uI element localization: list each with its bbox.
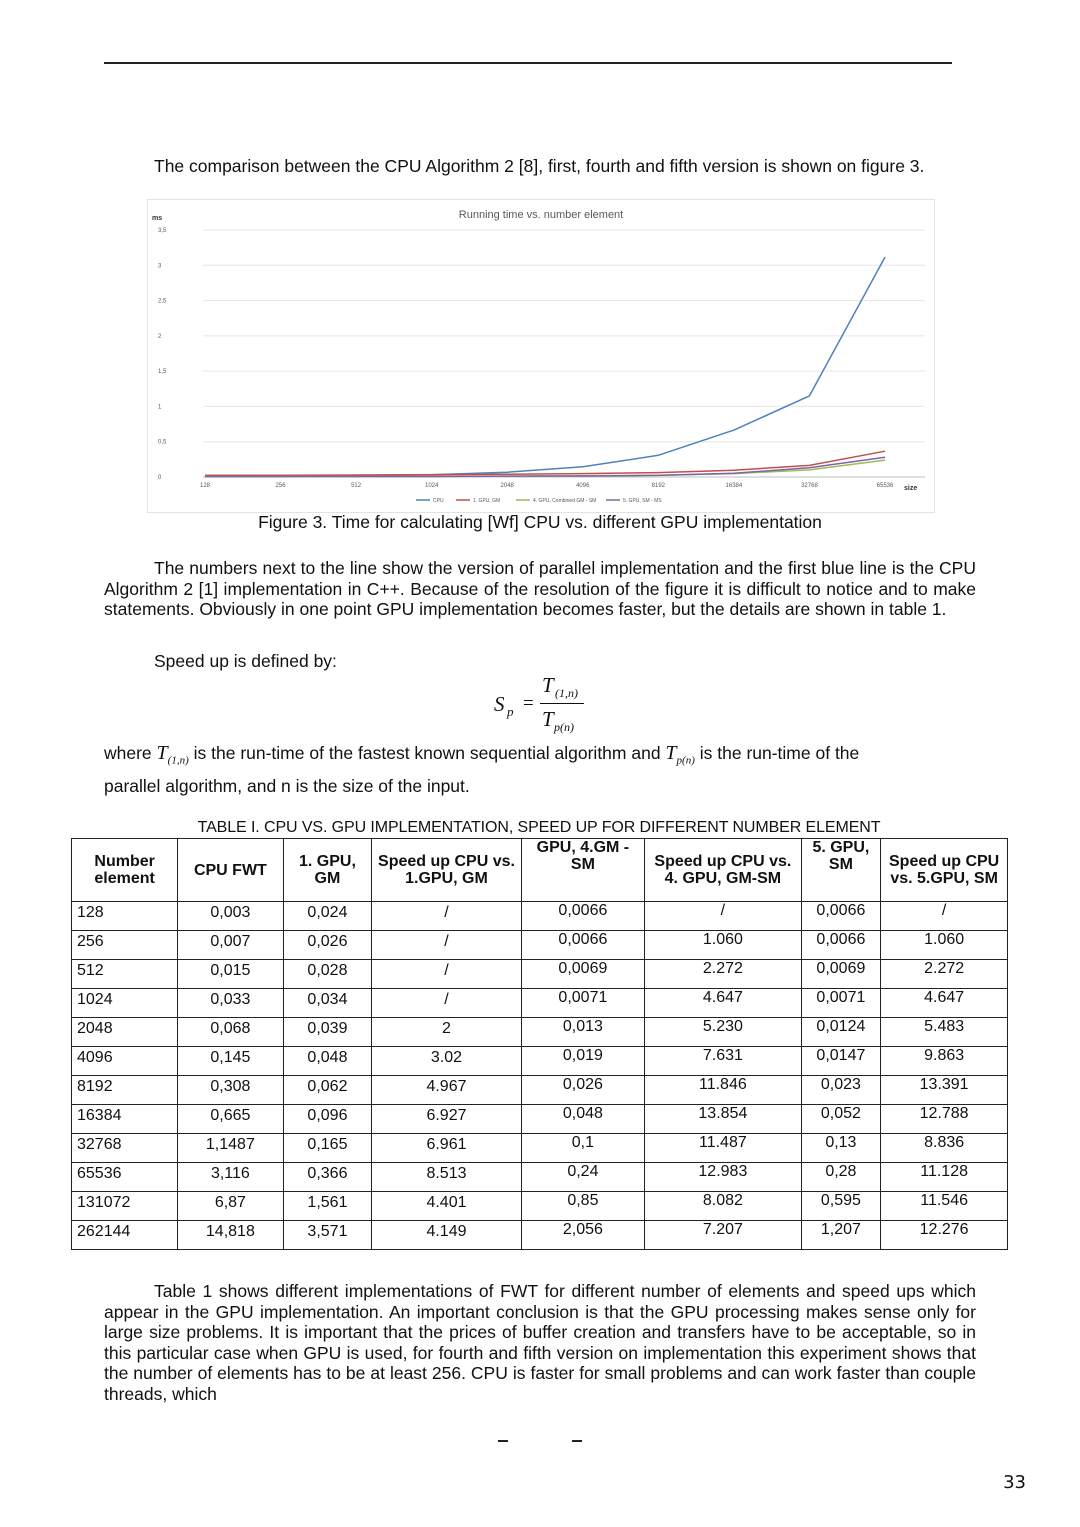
table-cell: 512 xyxy=(72,960,178,989)
table-cell: 0,062 xyxy=(283,1076,372,1105)
table-cell: 0,007 xyxy=(178,931,283,960)
table-cell: 0,003 xyxy=(178,902,283,931)
table-cell: 0,595 xyxy=(801,1192,881,1221)
where-text-3: is the run-time of the xyxy=(699,743,860,763)
table-cell: 0,0069 xyxy=(801,960,881,989)
table-cell: 11.546 xyxy=(881,1192,1008,1221)
table-cell: 8.513 xyxy=(372,1163,521,1192)
table-cell: 2,056 xyxy=(521,1221,645,1250)
table-cell: 0,015 xyxy=(178,960,283,989)
y-tick-label: 0 xyxy=(158,475,162,481)
table-cell: 4096 xyxy=(72,1047,178,1076)
table-cell: 0,048 xyxy=(283,1047,372,1076)
table-cell: 1,207 xyxy=(801,1221,881,1250)
table-cell: 2048 xyxy=(72,1018,178,1047)
header-speedup-5: Speed up CPU vs. 5.GPU, SM xyxy=(881,839,1008,902)
table-cell: 1024 xyxy=(72,989,178,1018)
table-cell: 0,0071 xyxy=(521,989,645,1018)
header-number-element: Number element xyxy=(72,839,178,902)
line-chart xyxy=(148,200,934,512)
table-cell: 0,13 xyxy=(801,1134,881,1163)
speedup-formula xyxy=(470,672,630,732)
table-cell: 262144 xyxy=(72,1221,178,1250)
table-cell: 1.060 xyxy=(881,931,1008,960)
y-tick-label: 1 xyxy=(158,404,162,411)
table-cell: 0,165 xyxy=(283,1134,372,1163)
x-tick-label: 512 xyxy=(351,483,362,489)
formula-lhs-sub: p xyxy=(507,704,514,719)
table-row xyxy=(72,902,1008,931)
table-cell: 0,096 xyxy=(283,1105,372,1134)
header-rule xyxy=(104,62,952,64)
where-line xyxy=(104,743,976,771)
table-cell: 4.967 xyxy=(372,1076,521,1105)
table-cell: 13.391 xyxy=(881,1076,1008,1105)
table-row xyxy=(72,989,1008,1018)
formula-denominator: T xyxy=(542,707,554,731)
figure-3-chart xyxy=(147,199,935,513)
table-cell: 0,665 xyxy=(178,1105,283,1134)
series-line xyxy=(205,257,885,477)
y-tick-label: 0,5 xyxy=(158,439,167,446)
table-cell: 8.836 xyxy=(881,1134,1008,1163)
figure-caption: Figure 3. Time for calculating [Wf] CPU vs. different GPU implementation xyxy=(258,512,822,532)
table-cell: / xyxy=(881,902,1008,931)
table-cell: 0,85 xyxy=(521,1192,645,1221)
table-cell: 0,28 xyxy=(801,1163,881,1192)
table-cell: / xyxy=(645,902,801,931)
table-cell: 12.276 xyxy=(881,1221,1008,1250)
legend-label: CPU xyxy=(433,498,444,504)
table-cell: 7.631 xyxy=(645,1047,801,1076)
table-cell: 7.207 xyxy=(645,1221,801,1250)
y-tick-label: 3,5 xyxy=(158,228,167,234)
table-cell: 5.230 xyxy=(645,1018,801,1047)
table-row xyxy=(72,1163,1008,1192)
header-speedup-4: Speed up CPU vs. 4. GPU, GM-SM xyxy=(645,839,801,902)
table-cell: 0,0066 xyxy=(801,902,881,931)
table-cell: 0,0069 xyxy=(521,960,645,989)
intro-paragraph: The comparison between the CPU Algorithm 2 [8], first, fourth and fifth version is shown on figure 3. xyxy=(154,156,925,176)
formula-denominator-sub: p(n) xyxy=(554,720,574,734)
table-cell: 0,026 xyxy=(521,1076,645,1105)
table-cell: 4.149 xyxy=(372,1221,521,1250)
where-line-2: parallel algorithm, and n is the size of the input. xyxy=(104,776,470,796)
page-number: 33 xyxy=(1003,1472,1026,1493)
x-axis-label: size xyxy=(904,485,918,492)
table-cell: 0,019 xyxy=(521,1047,645,1076)
table-cell: 0,033 xyxy=(178,989,283,1018)
table-cell: 6.961 xyxy=(372,1134,521,1163)
table-cell: 0,028 xyxy=(283,960,372,989)
header-cpu-fwt: CPU FWT xyxy=(178,839,283,902)
table-cell: 0,048 xyxy=(521,1105,645,1134)
table-cell: 3,571 xyxy=(283,1221,372,1250)
conclusion-paragraph: Table 1 shows different implementations of FWT for different number of elements and speed ups which appear in the GPU implementation. An important conclusion is that the GPU processing makes sense only for large size problems. It is important that the prices of buffer creation and transfers have to be acceptable, so in this particular case when GPU is used, for fourth and fifth version on implementation this experiment shows that the number of elements has to be at least 256. CPU is faster for small problems and can work faster than couple threads, which xyxy=(104,1281,976,1404)
table-cell: 1,561 xyxy=(283,1192,372,1221)
where-t1: T xyxy=(156,742,168,764)
table-cell: 0,039 xyxy=(283,1018,372,1047)
table-cell: 0,052 xyxy=(801,1105,881,1134)
x-tick-label: 16384 xyxy=(725,483,743,489)
table-cell: 8.082 xyxy=(645,1192,801,1221)
x-tick-label: 256 xyxy=(275,483,286,489)
table-cell: 256 xyxy=(72,931,178,960)
table-cell: 13.854 xyxy=(645,1105,801,1134)
table-cell: 0,024 xyxy=(283,902,372,931)
table-row xyxy=(72,931,1008,960)
table-title: TABLE I. CPU VS. GPU IMPLEMENTATION, SPEED UP FOR DIFFERENT NUMBER ELEMENT xyxy=(197,819,881,836)
table-cell: 32768 xyxy=(72,1134,178,1163)
table-cell: / xyxy=(372,960,521,989)
legend-label: 1. GPU, GM xyxy=(473,498,501,504)
x-tick-label: 1024 xyxy=(424,483,439,489)
table-cell: 0,013 xyxy=(521,1018,645,1047)
x-tick-label: 8192 xyxy=(651,483,666,489)
table-cell: 131072 xyxy=(72,1192,178,1221)
y-tick-label: 2,5 xyxy=(158,298,167,305)
table-cell: 1.060 xyxy=(645,931,801,960)
table-cell: 0,366 xyxy=(283,1163,372,1192)
table-row xyxy=(72,1105,1008,1134)
header-gpu-gm-sm: GPU, 4.GM - SM xyxy=(521,839,645,902)
table-row xyxy=(72,1076,1008,1105)
table-cell: 0,0066 xyxy=(801,931,881,960)
table-cell: 14,818 xyxy=(178,1221,283,1250)
formula-numerator-sub: (1,n) xyxy=(555,686,578,700)
table-cell: 12.983 xyxy=(645,1163,801,1192)
table-cell: 0,145 xyxy=(178,1047,283,1076)
table-cell: 12.788 xyxy=(881,1105,1008,1134)
x-tick-label: 32768 xyxy=(801,483,818,489)
formula-lhs: S xyxy=(494,692,505,716)
footer-mark-left xyxy=(498,1440,508,1442)
chart-title: Running time vs. number element xyxy=(458,209,624,221)
table-cell: 65536 xyxy=(72,1163,178,1192)
x-tick-label: 65536 xyxy=(876,483,894,489)
table-cell: 0,068 xyxy=(178,1018,283,1047)
table-cell: 0,034 xyxy=(283,989,372,1018)
table-cell: / xyxy=(372,931,521,960)
table-cell: 0,0147 xyxy=(801,1047,881,1076)
where-t1-sub: (1,n) xyxy=(167,754,189,767)
table-cell: 6.927 xyxy=(372,1105,521,1134)
table-cell: 6,87 xyxy=(178,1192,283,1221)
table-row xyxy=(72,960,1008,989)
table-cell: 0,0066 xyxy=(521,902,645,931)
table-cell: 11.487 xyxy=(645,1134,801,1163)
table-cell: 0,0124 xyxy=(801,1018,881,1047)
table-header-row xyxy=(72,839,1008,902)
table-cell: 11.128 xyxy=(881,1163,1008,1192)
footer-mark-right xyxy=(572,1440,582,1442)
header-gpu-gm: 1. GPU, GM xyxy=(283,839,372,902)
table-cell: 4.647 xyxy=(881,989,1008,1018)
where-word: where xyxy=(104,743,152,763)
table-cell: 16384 xyxy=(72,1105,178,1134)
table-row xyxy=(72,1134,1008,1163)
formula-numerator: T xyxy=(542,673,554,697)
y-tick-label: 1,5 xyxy=(158,369,167,376)
table-cell: 0,24 xyxy=(521,1163,645,1192)
table-cell: 3,116 xyxy=(178,1163,283,1192)
table-cell: 8192 xyxy=(72,1076,178,1105)
legend-label: 5. GPU, SM - MS xyxy=(623,498,662,504)
table-row xyxy=(72,1047,1008,1076)
table-cell: 4.647 xyxy=(645,989,801,1018)
table-cell: 2.272 xyxy=(645,960,801,989)
where-t2: T xyxy=(665,742,677,764)
legend-label: 4. GPU, Combined GM - SM xyxy=(533,498,597,504)
x-tick-label: 128 xyxy=(199,483,211,489)
table-cell: 9.863 xyxy=(881,1047,1008,1076)
table-cell: / xyxy=(372,902,521,931)
table-cell: 0,026 xyxy=(283,931,372,960)
y-tick-label: 3 xyxy=(158,263,162,270)
table-cell: 0,0071 xyxy=(801,989,881,1018)
table-cell: 1,1487 xyxy=(178,1134,283,1163)
table-cell: 0,308 xyxy=(178,1076,283,1105)
table-row xyxy=(72,1192,1008,1221)
table-cell: 2.272 xyxy=(881,960,1008,989)
table-cell: 2 xyxy=(372,1018,521,1047)
fraction-bar xyxy=(540,703,584,704)
header-gpu-sm: 5. GPU, SM xyxy=(801,839,881,902)
table-row xyxy=(72,1221,1008,1250)
table-cell: 11.846 xyxy=(645,1076,801,1105)
table-cell: 4.401 xyxy=(372,1192,521,1221)
where-t2-sub: p(n) xyxy=(676,754,695,767)
y-tick-label: 2 xyxy=(158,333,162,340)
table-cell: 0,023 xyxy=(801,1076,881,1105)
table-row xyxy=(72,1018,1008,1047)
formula-equals: = xyxy=(523,693,534,714)
table-cell: 128 xyxy=(72,902,178,931)
x-tick-label: 2048 xyxy=(500,483,514,489)
table-cell: 5.483 xyxy=(881,1018,1008,1047)
description-paragraph: The numbers next to the line show the version of parallel implementation and the first blue line is the CPU Algorithm 2 [1] implementation in C++. Because of the resolution of the figure it is difficult to notice and to make statements. Obviously in one point GPU implementation becomes faster, but the details are shown in table 1. xyxy=(104,558,976,619)
table-cell: 3.02 xyxy=(372,1047,521,1076)
table-cell: / xyxy=(372,989,521,1018)
where-text-2: is the run-time of the fastest known sequential algorithm and xyxy=(193,743,661,763)
speedup-intro: Speed up is defined by: xyxy=(154,651,337,671)
speedup-table xyxy=(71,838,1008,1250)
table-cell: 0,0066 xyxy=(521,931,645,960)
table-cell: 0,1 xyxy=(521,1134,645,1163)
header-speedup-1: Speed up CPU vs. 1.GPU, GM xyxy=(372,839,521,902)
y-axis-label: ms xyxy=(152,215,163,222)
x-tick-label: 4096 xyxy=(576,483,590,489)
